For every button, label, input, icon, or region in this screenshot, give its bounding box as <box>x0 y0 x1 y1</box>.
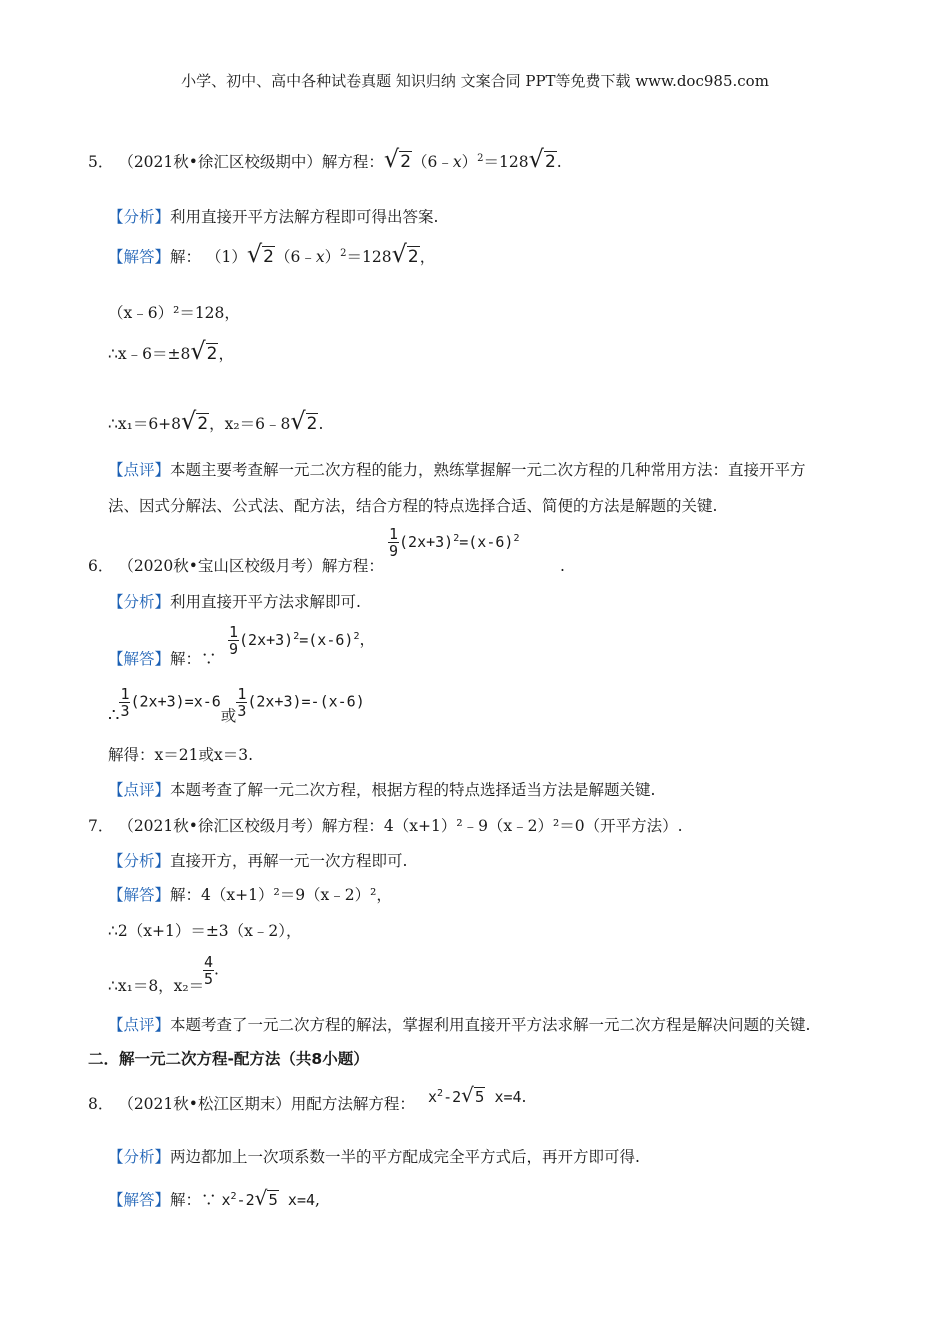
q5-step2: ∴x﹣6＝±8√2， <box>108 337 234 365</box>
question-number: 7． <box>88 817 114 835</box>
q6-comment: 【点评】本题考查了解一元二次方程，根据方程的特点选择适当方法是解题关键. <box>108 781 656 799</box>
question-source: （2021秋•徐汇区校级期中）解方程： <box>118 153 384 171</box>
q7-step1: ∴2（x+1）＝±3（x﹣2）， <box>108 922 302 940</box>
q8-equation: $x^2-2√5$ x=4. <box>428 1083 527 1107</box>
question-6 <box>88 555 384 577</box>
question-5: 5． （2021秋•徐汇区校级期中）解方程：√2（6﹣x）$^2$＝128√2. <box>88 145 562 173</box>
q5-comment-line1: 【点评】本题主要考查解一元二次方程的能力，熟练掌握解一元二次方程的几种常用方法：直接开平方 <box>108 461 806 479</box>
q5-step3: ∴x₁＝6+8√2，x₂＝6﹣8√2. <box>108 407 324 435</box>
q5-analysis: 【分析】利用直接开平方法解方程即可得出答案. <box>108 208 439 226</box>
q6-equation-repeat: $\frac{1}{9}$ $(2x+3)^2=(x-6)^2$， <box>229 623 375 658</box>
q7-analysis: 【分析】直接开方，再解一元一次方程即可. <box>108 852 408 870</box>
q5-comment-line2: 法、因式分解法、公式法、配方法，结合方程的特点选择合适、简便的方法是解题的关键. <box>108 497 718 515</box>
q6-step1: ∴ $\frac{1}{3}$ (2x+3)=x-6或 $\frac{1}{3}$ (2x+3)=-(x-6) <box>108 685 365 726</box>
page-header: 小学、初中、高中各种试卷真题 知识归纳 文案合同 PPT等免费下载 www.doc985.com <box>181 72 769 90</box>
question-7: 7． （2021秋•徐汇区校级月考）解方程：4（x+1）²﹣9（x﹣2）²＝0（开平方法）. <box>88 817 683 835</box>
section-heading: 二．解一元二次方程-配方法（共8小题） <box>88 1050 369 1068</box>
question-source: （2020秋•宝山区校级月考）解方程： <box>118 557 384 575</box>
q5-answer: 【解答】解： （1）√2（6﹣x）$^2$＝128√2， <box>108 240 436 268</box>
q6-answer: 【解答】解：∵ <box>108 650 217 668</box>
question-number: 8． <box>88 1095 114 1113</box>
q7-fraction: $\frac{4}{5}$ . <box>204 953 219 988</box>
q7-answer: 【解答】解：4（x+1）²＝9（x﹣2）²， <box>108 886 392 904</box>
q8-answer: 【解答】解：∵ $x^2-2√5$ x=4, <box>108 1186 320 1210</box>
q6-analysis: 【分析】利用直接开平方法求解即可. <box>108 593 361 611</box>
question-number: 5． <box>88 153 114 171</box>
q7-comment: 【点评】本题考查了一元二次方程的解法，掌握利用直接开平方法求解一元二次方程是解决问题的关键. <box>108 1016 811 1034</box>
q5-step1: （x﹣6）²＝128， <box>108 304 240 322</box>
question-source: （2021秋•松江区期末）用配方法解方程： <box>118 1095 415 1113</box>
q6-solved: 解得：x＝21或x＝3. <box>108 746 254 764</box>
q6-equation: $\frac{1}{9}$ $(2x+3)^2=(x-6)^2$ <box>389 525 520 560</box>
q7-step2: ∴x₁＝8，x₂＝ <box>108 977 205 995</box>
q8-analysis: 【分析】两边都加上一次项系数一半的平方配成完全平方式后，再开方即可得. <box>108 1148 640 1166</box>
question-number: 6． <box>88 557 114 575</box>
question-8 <box>88 1093 415 1115</box>
